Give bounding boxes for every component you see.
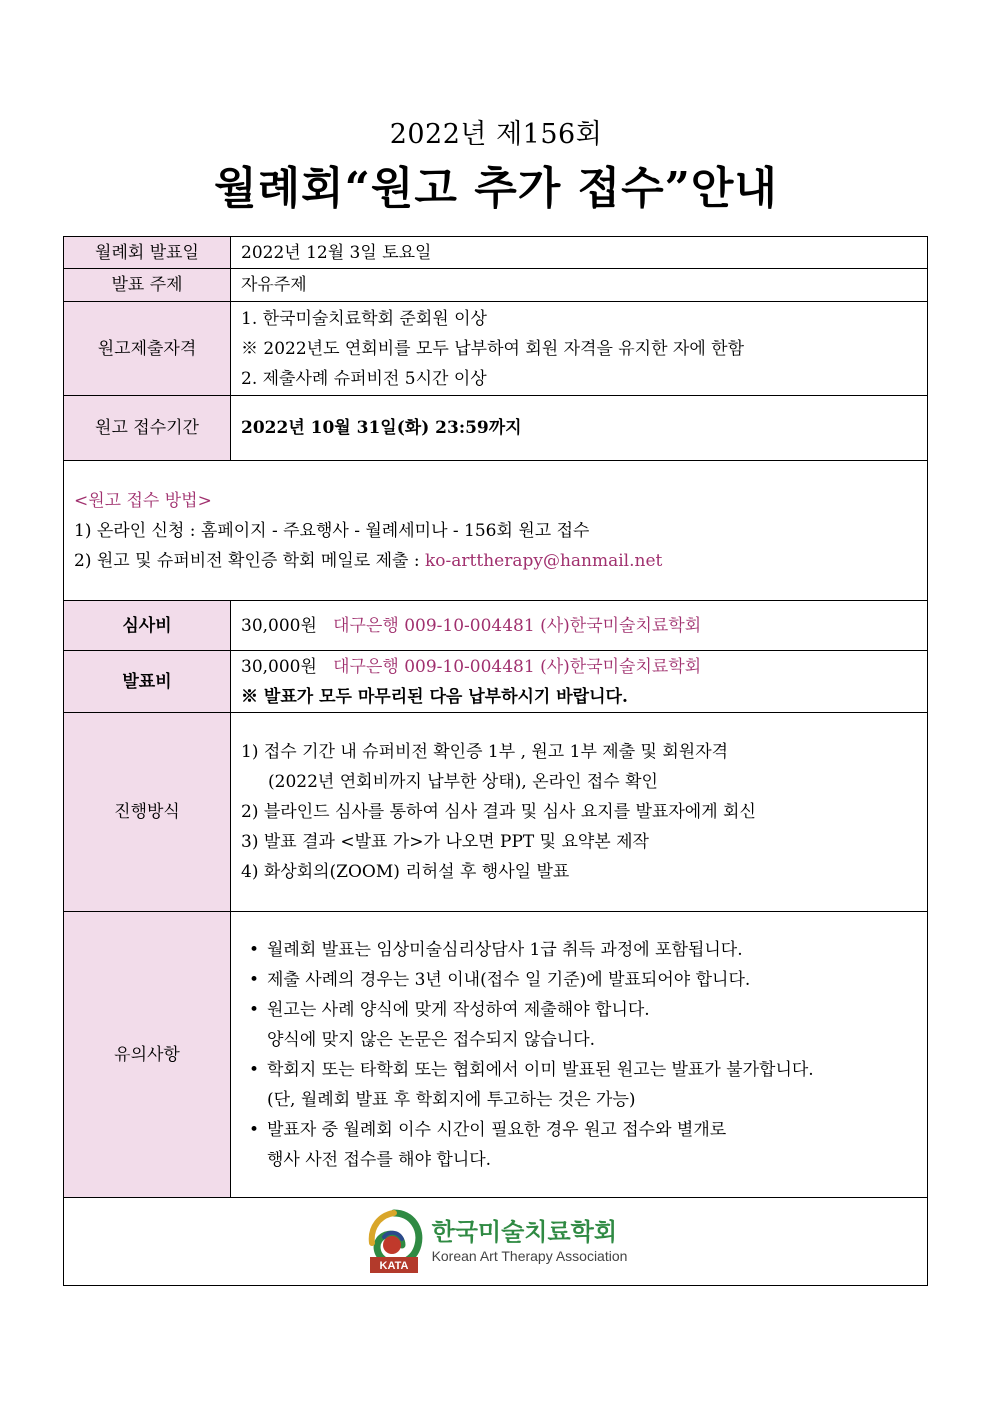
- row-method: [64, 461, 928, 601]
- note-text: 원고는 사례 양식에 맞게 작성하여 제출해야 합니다.: [267, 999, 650, 1020]
- period-value: 2022년 10월 31일(화) 23:59까지: [231, 396, 928, 461]
- note-item: [241, 995, 917, 1025]
- process-line: 1) 접수 기간 내 슈퍼비전 확인증 1부 , 원고 1부 제출 및 회원자격: [241, 742, 729, 762]
- date-value: 2022년 12월 3일 토요일: [231, 237, 928, 269]
- bullet: •: [248, 969, 260, 990]
- presentation-fee-value: [231, 651, 928, 713]
- bullet: •: [248, 1059, 260, 1080]
- logo-cell: [64, 1198, 928, 1286]
- note-item-continued: [241, 1085, 917, 1115]
- emblem-text: KATA: [379, 1259, 409, 1272]
- process-line: 4) 화상회의(ZOOM) 리허설 후 행사일 발표: [241, 862, 570, 882]
- info-table: [63, 236, 928, 1286]
- notes-value: [231, 912, 928, 1198]
- method-cell: [64, 461, 928, 601]
- note-text: 발표자 중 월례회 이수 시간이 필요한 경우 원고 접수와 별개로: [267, 1119, 727, 1140]
- bullet: •: [248, 939, 260, 960]
- eligibility-value: [231, 302, 928, 396]
- bullet: •: [248, 1119, 260, 1140]
- note-item-continued: [241, 1025, 917, 1055]
- note-text: 행사 사전 접수를 해야 합니다.: [267, 1149, 492, 1170]
- note-text: 제출 사례의 경우는 3년 이내(접수 일 기준)에 발표되어야 합니다.: [267, 969, 751, 990]
- logo-name-korean: 한국미술치료학회: [431, 1217, 618, 1246]
- method-line: 1) 온라인 신청 : 홈페이지 - 주요행사 - 월례세미나 - 156회 원고 접수: [74, 520, 590, 541]
- topic-value: 자유주제: [231, 269, 928, 302]
- note-item: [241, 935, 917, 965]
- notes-label: 유의사항: [64, 912, 231, 1198]
- presentation-fee-note: ※ 발표가 모두 마무리된 다음 납부하시기 바랍니다.: [241, 686, 628, 707]
- process-value: [231, 713, 928, 912]
- date-label: 월례회 발표일: [64, 237, 231, 269]
- review-fee-label: 심사비: [64, 601, 231, 651]
- row-notes: [64, 912, 928, 1198]
- process-label: 진행방식: [64, 713, 231, 912]
- note-item-continued: [241, 1145, 917, 1175]
- review-fee-amount: 30,000원: [241, 615, 317, 636]
- presentation-fee-amount: 30,000원: [241, 656, 317, 677]
- topic-label: 발표 주제: [64, 269, 231, 302]
- row-date: [64, 237, 928, 269]
- note-text: (단, 월례회 발표 후 학회지에 투고하는 것은 가능): [267, 1089, 636, 1110]
- method-heading: <원고 접수 방법>: [74, 490, 212, 511]
- review-fee-account: 대구은행 009-10-004481 (사)한국미술치료학회: [333, 615, 702, 636]
- process-line: 2) 블라인드 심사를 통하여 심사 결과 및 심사 요지를 발표자에게 회신: [241, 802, 756, 822]
- process-line: 3) 발표 결과 <발표 가>가 나오면 PPT 및 요약본 제작: [241, 832, 649, 852]
- association-logo: [74, 1199, 917, 1285]
- bullet: •: [248, 999, 260, 1020]
- note-item: [241, 1055, 917, 1085]
- row-logo: [64, 1198, 928, 1286]
- presentation-fee-line: [241, 652, 917, 682]
- row-review-fee: [64, 601, 928, 651]
- row-topic: [64, 269, 928, 302]
- row-process: [64, 713, 928, 912]
- row-period: [64, 396, 928, 461]
- review-fee-value: [231, 601, 928, 651]
- logo-name-english: Korean Art Therapy Association: [431, 1247, 628, 1264]
- note-text: 월례회 발표는 임상미술심리상담사 1급 취득 과정에 포함됩니다.: [267, 939, 743, 960]
- note-text: 학회지 또는 타학회 또는 협회에서 이미 발표된 원고는 발표가 불가합니다.: [267, 1059, 814, 1080]
- eligibility-line: ※ 2022년도 연회비를 모두 납부하여 회원 자격을 유지한 자에 한함: [241, 338, 745, 359]
- note-item: [241, 965, 917, 995]
- period-label: 원고 접수기간: [64, 396, 231, 461]
- eligibility-line: 1. 한국미술치료학회 준회원 이상: [241, 308, 487, 329]
- method-line: [74, 546, 917, 576]
- row-presentation-fee: [64, 651, 928, 713]
- note-item: [241, 1115, 917, 1145]
- eligibility-line: 2. 제출사례 슈퍼비전 5시간 이상: [241, 368, 487, 389]
- presentation-fee-label: 발표비: [64, 651, 231, 713]
- document-title: 월례회“원고 추가 접수”안내: [214, 163, 778, 214]
- kata-emblem-icon: [364, 1207, 424, 1277]
- method-line-prefix: 2) 원고 및 슈퍼비전 확인증 학회 메일로 제출 :: [74, 550, 425, 571]
- document-subtitle: 2022년 제156회: [389, 119, 603, 150]
- eligibility-label: 원고제출자격: [64, 302, 231, 396]
- note-text: 양식에 맞지 않은 논문은 접수되지 않습니다.: [267, 1029, 596, 1050]
- presentation-fee-account: 대구은행 009-10-004481 (사)한국미술치료학회: [333, 656, 702, 677]
- row-eligibility: [64, 302, 928, 396]
- email-address[interactable]: ko-arttherapy@hanmail.net: [424, 550, 663, 571]
- process-line: (2022년 연회비까지 납부한 상태), 온라인 접수 확인: [268, 772, 658, 792]
